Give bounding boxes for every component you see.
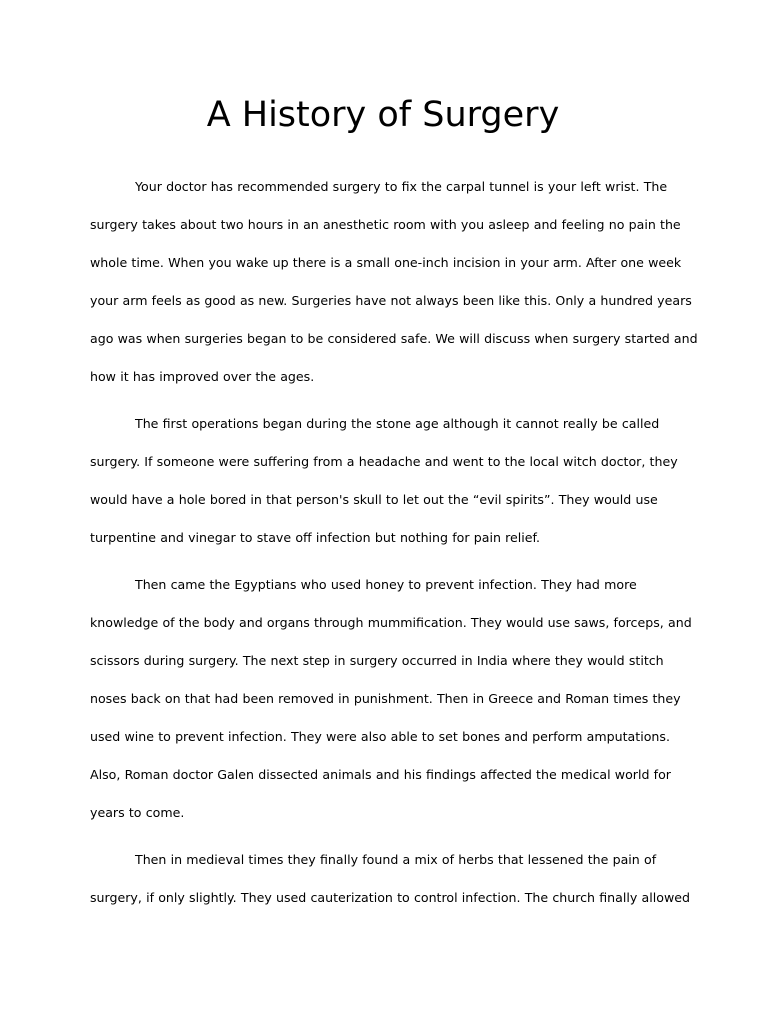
paragraph-line: Then in medieval times they finally found a mix of herbs that lessened the pain of [135,852,657,867]
paragraph-line: how it has improved over the ages. [90,369,315,384]
document-title: A History of Surgery [206,95,560,135]
paragraph-line: your arm feels as good as new. Surgeries have not always been like this. Only a hundred years [90,293,692,308]
paragraph-line: used wine to prevent infection. They were also able to set bones and perform amputations. [90,729,670,744]
paragraph-line: Then came the Egyptians who used honey to prevent infection. They had more [135,577,637,592]
paragraph-line: knowledge of the body and organs through mummification. They would use saws, forceps, and [90,615,692,630]
paragraph-line: surgery takes about two hours in an anesthetic room with you asleep and feeling no pain the [90,217,681,232]
document-body [90,168,698,926]
paragraph-line: would have a hole bored in that person's skull to let out the “evil spirits”. They would use [90,492,658,507]
paragraph-line: turpentine and vinegar to stave off infection but nothing for pain relief. [90,530,541,545]
paragraph-line: noses back on that had been removed in punishment. Then in Greece and Roman times they [90,691,681,706]
paragraph-4 [90,841,690,917]
paragraph-line: Also, Roman doctor Galen dissected animals and his findings affected the medical world for [90,767,671,782]
paragraph-line: surgery. If someone were suffering from a headache and went to the local witch doctor, they [90,454,678,469]
paragraph-line: years to come. [90,805,185,820]
paragraph-line: surgery, if only slightly. They used cauterization to control infection. The church finally allowed [90,890,690,905]
paragraph-line: The first operations began during the stone age although it cannot really be called [135,416,660,431]
paragraph-3 [90,566,690,832]
paragraph-line: whole time. When you wake up there is a small one-inch incision in your arm. After one week [90,255,682,270]
paragraph-1 [90,168,698,396]
paragraph-2 [90,405,690,557]
paragraph-line: Your doctor has recommended surgery to fix the carpal tunnel is your left wrist. The [135,179,668,194]
paragraph-line: ago was when surgeries began to be considered safe. We will discuss when surgery started and [90,331,698,346]
paragraph-line: scissors during surgery. The next step in surgery occurred in India where they would stitch [90,653,664,668]
